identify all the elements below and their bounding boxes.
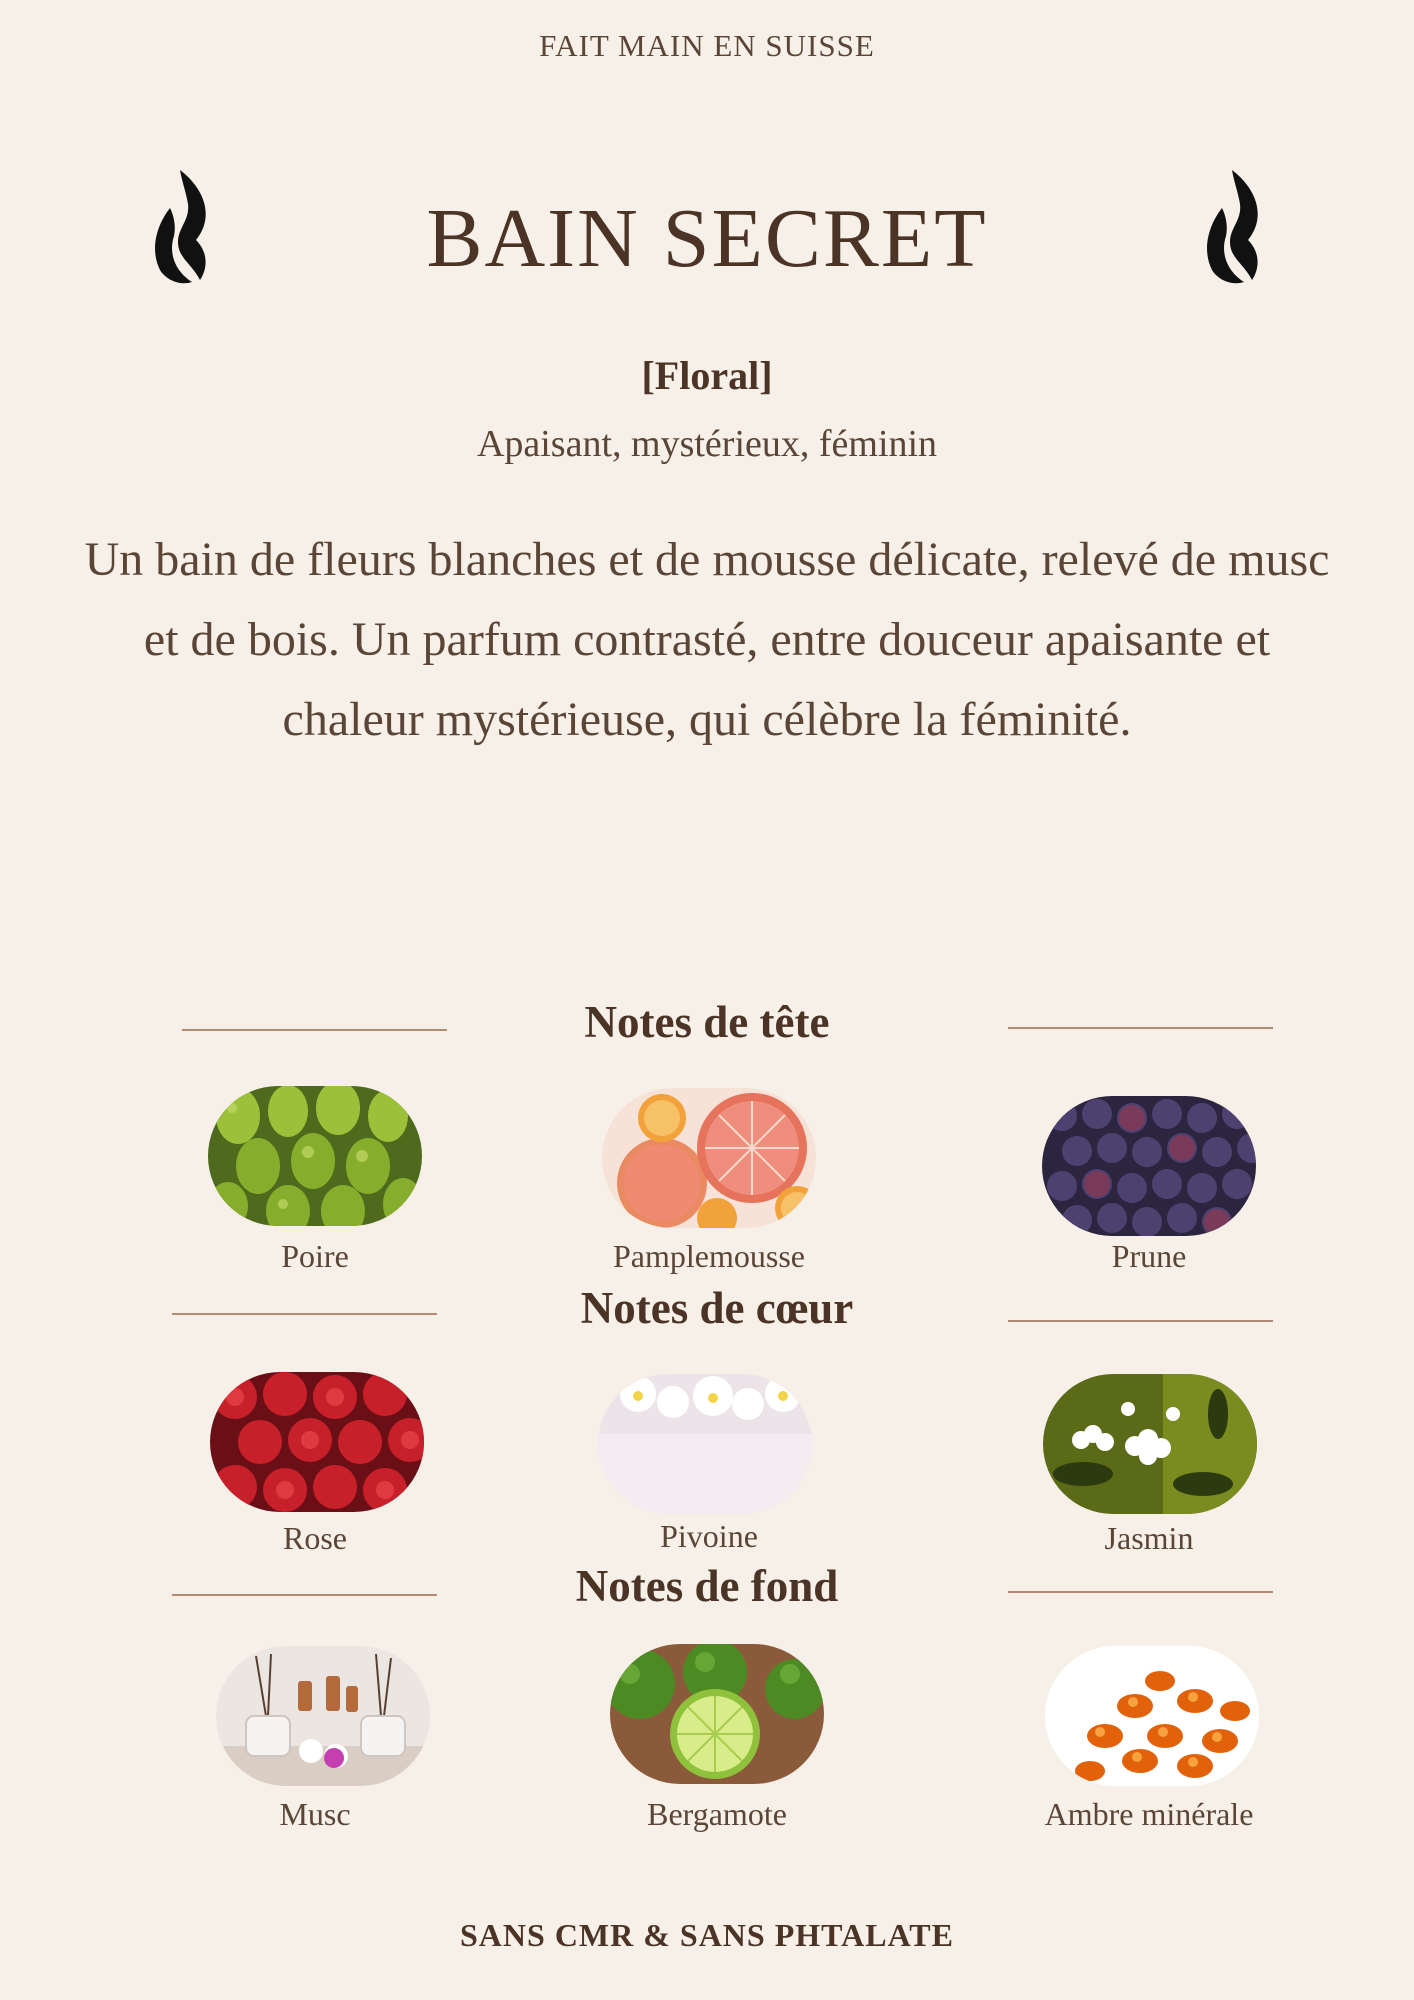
section-divider xyxy=(172,1594,437,1596)
bergamot-image xyxy=(610,1644,824,1784)
section-divider xyxy=(1008,1027,1273,1029)
roses-image xyxy=(210,1372,424,1512)
page-title: BAIN SECRET xyxy=(426,192,988,285)
note-label-poire: Poire xyxy=(281,1238,349,1274)
note-label-musc: Musc xyxy=(279,1796,351,1832)
note-label-pamplemousse: Pamplemousse xyxy=(613,1238,805,1274)
section-title-fond: Notes de fond xyxy=(575,1561,839,1611)
musk-diffuser-image xyxy=(216,1646,430,1786)
footer-disclaimer: SANS CMR & SANS PHTALATE xyxy=(460,1917,954,1953)
note-label-rose: Rose xyxy=(283,1520,347,1556)
note-label-prune: Prune xyxy=(1111,1238,1187,1274)
pears-image xyxy=(208,1086,422,1226)
plums-image xyxy=(1042,1096,1256,1236)
section-title-tete: Notes de tête xyxy=(584,997,830,1047)
section-divider xyxy=(1008,1591,1273,1593)
section-title-coeur: Notes de cœur xyxy=(580,1283,854,1333)
note-label-ambre: Ambre minérale xyxy=(1044,1796,1254,1832)
grapefruit-image xyxy=(602,1088,816,1228)
flame-icon xyxy=(1200,168,1270,288)
jasmine-image xyxy=(1043,1374,1257,1514)
note-label-pivoine: Pivoine xyxy=(660,1518,758,1554)
peony-image xyxy=(598,1374,812,1514)
section-divider xyxy=(182,1029,447,1031)
section-divider xyxy=(1008,1320,1273,1322)
section-divider xyxy=(172,1313,437,1315)
note-label-bergamote: Bergamote xyxy=(647,1796,787,1832)
tagline: FAIT MAIN EN SUISSE xyxy=(539,28,875,63)
category-label: [Floral] xyxy=(641,353,773,398)
amber-image xyxy=(1045,1646,1259,1786)
mood-subtitle: Apaisant, mystérieux, féminin xyxy=(476,423,938,465)
description-paragraph: Un bain de fleurs blanches et de mousse délicate, relevé de musc et de bois. Un parfum contrasté, entre douceur apaisante et chaleur mystérieuse, qui célèbre la féminité. xyxy=(84,533,1330,746)
note-label-jasmin: Jasmin xyxy=(1104,1520,1194,1556)
